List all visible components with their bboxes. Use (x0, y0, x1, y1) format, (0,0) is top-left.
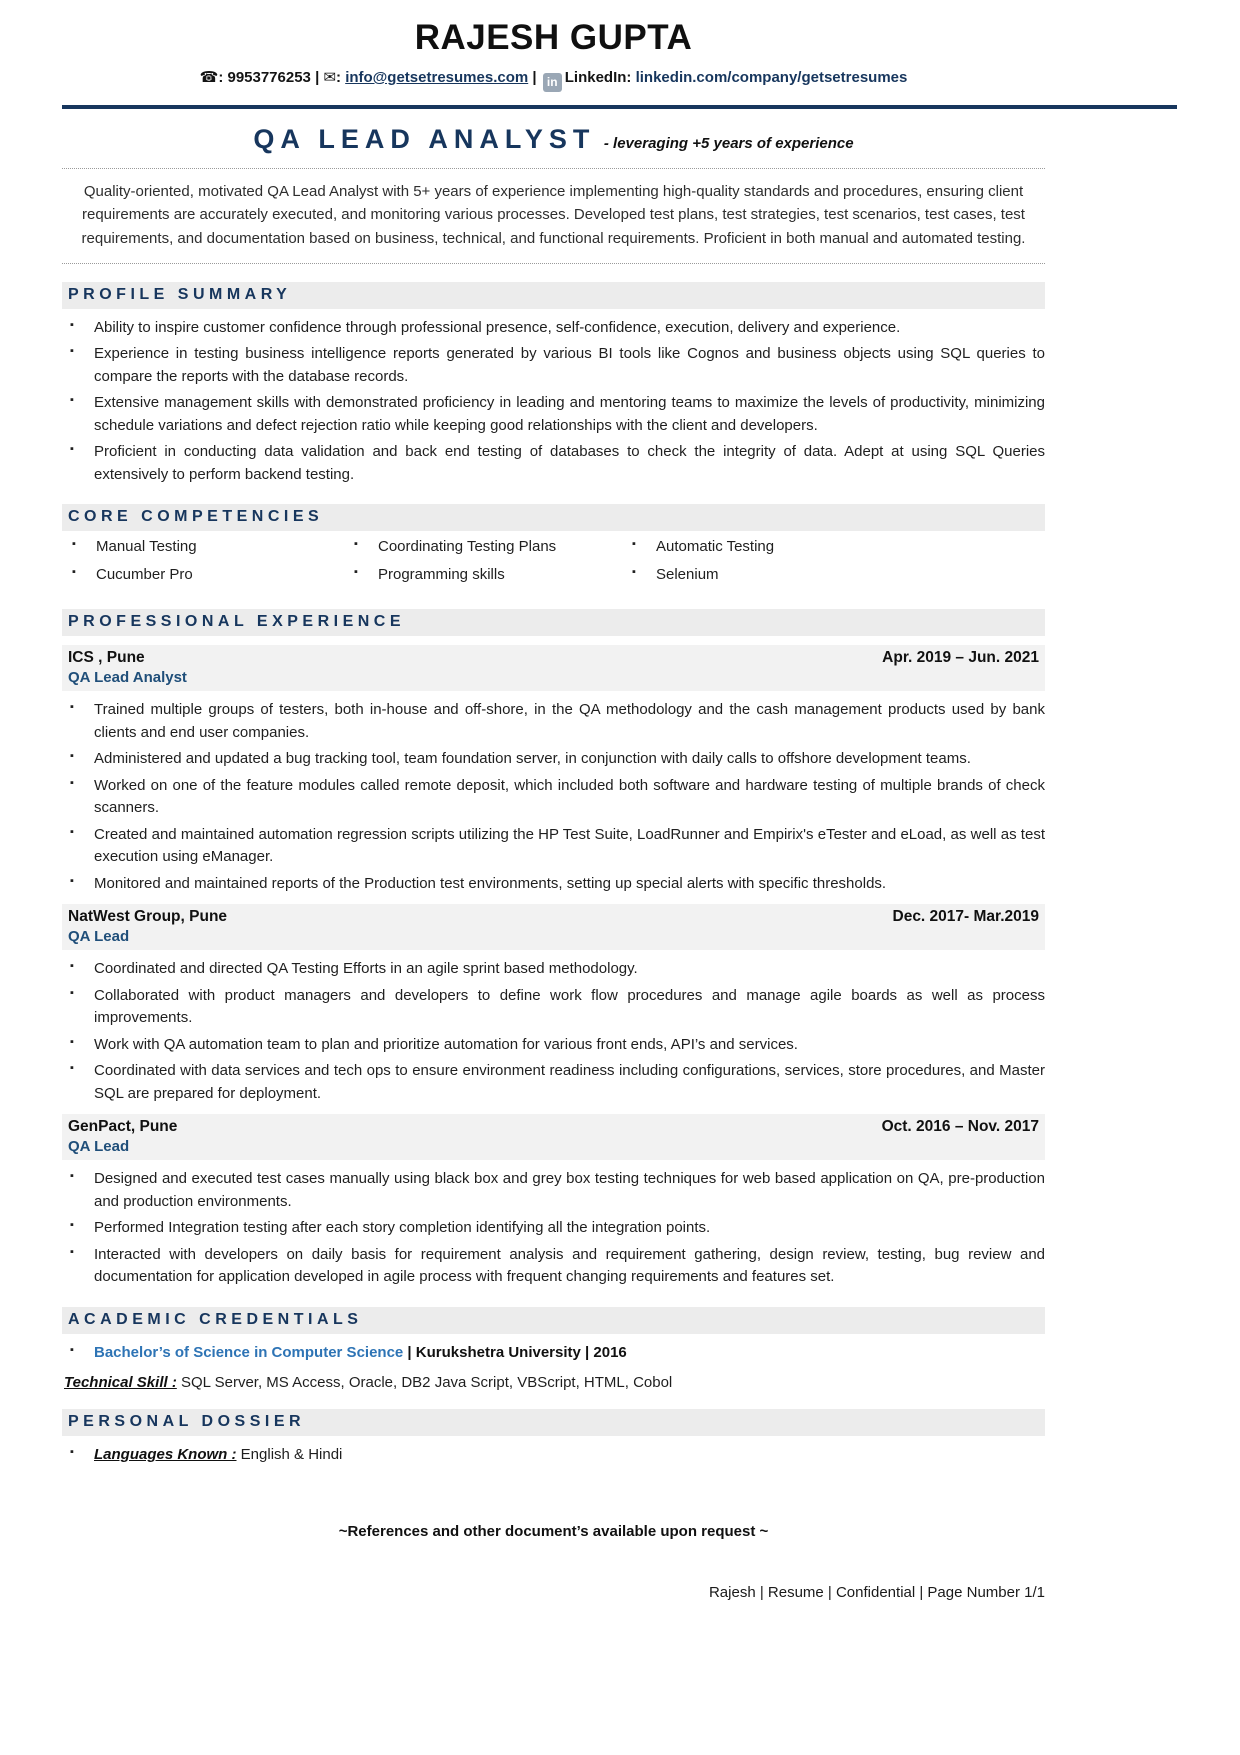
job-bullet: ▪ Worked on one of the feature modules called remote deposit, which included both software and hardware testing of multiple brands of check scanners. (62, 775, 1045, 820)
competency-item: ▪ Manual Testing (64, 536, 346, 559)
candidate-name: RAJESH GUPTA (414, 18, 693, 57)
references-note: ~References and other document’s available upon request ~ (338, 1522, 769, 1540)
profile-summary-list (62, 317, 1045, 487)
job-company: ICS , Pune (68, 649, 145, 667)
section-academic-credentials (62, 1307, 1045, 1392)
job-bullet: ▪ Created and maintained automation regression scripts utilizing the HP Test Suite, LoadRunner and Empirix's eTester and eLoad, as well as test execution using eManager. (62, 824, 1045, 869)
competency-item: ▪ Programming skills (346, 564, 624, 587)
job-role: QA Lead (62, 1137, 1045, 1160)
linkedin-link[interactable]: linkedin.com/company/getsetresumes (635, 69, 908, 86)
competency-item: ▪ Cucumber Pro (64, 564, 346, 587)
job-bullet-list (62, 1168, 1045, 1289)
job-bullet: ▪ Coordinated and directed QA Testing Efforts in an agile sprint based methodology. (62, 958, 1045, 981)
job-title: QA LEAD ANALYST (253, 124, 596, 154)
job-role: QA Lead (62, 927, 1045, 950)
technical-skill-values: SQL Server, MS Access, Oracle, DB2 Java Script, VBScript, HTML, Cobol (176, 1374, 673, 1392)
job-entry (62, 904, 1045, 1105)
core-competencies-heading: CORE COMPETENCIES (62, 504, 1045, 531)
section-profile-summary (62, 282, 1045, 487)
job-bullet: ▪ Performed Integration testing after each story completion identifying all the integration points. (62, 1217, 1045, 1240)
job-bullet: ▪ Trained multiple groups of testers, both in-house and off-shore, in the QA methodology and the cash management products used by bank clients and end user companies. (62, 699, 1045, 744)
profile-bullet: ▪ Proficient in conducting data validation and back end testing of databases to check the integrity of data. Adept at using SQL Queries extensively to perform backend testing. (62, 441, 1045, 486)
profile-bullet: ▪ Extensive management skills with demonstrated proficiency in leading and mentoring teams to maximize the levels of productivity, minimizing schedule variations and defect rejection ratio while keeping good relationships with the client and developers. (62, 392, 1045, 437)
job-dates: Dec. 2017- Mar.2019 (892, 908, 1039, 926)
job-bullet: ▪ Coordinated with data services and tech ops to ensure environment readiness including configurations, services, store procedures, and Master SQL are prepared for deployment. (62, 1060, 1045, 1105)
resume-header (62, 18, 1045, 92)
competencies-column (624, 536, 1045, 591)
job-entry (62, 645, 1045, 895)
profile-summary-heading: PROFILE SUMMARY (62, 282, 1045, 309)
job-bullet-list (62, 699, 1045, 895)
degree-name: Bachelor’s of Science in Computer Science (94, 1343, 404, 1361)
job-bullet: ▪ Administered and updated a bug tracking tool, team foundation server, in conjunction with daily calls to offshore development teams. (62, 748, 1045, 771)
competencies-column (64, 536, 346, 591)
document-title-row (62, 124, 1045, 155)
personal-list (62, 1444, 1045, 1467)
job-bullet: ▪ Collaborated with product managers and developers to define work flow procedures and manage agile boards as well as process improvements. (62, 985, 1045, 1030)
credential-item (62, 1342, 1045, 1365)
section-core-competencies (62, 504, 1045, 591)
job-header (62, 904, 1045, 927)
professional-experience-heading: PROFESSIONAL EXPERIENCE (62, 609, 1045, 636)
job-dates: Apr. 2019 – Jun. 2021 (882, 649, 1039, 667)
linkedin-icon: in (543, 73, 562, 92)
email-colon: : (336, 69, 346, 86)
degree-institution-year: | Kurukshetra University | 2016 (403, 1343, 627, 1361)
competencies-grid (62, 531, 1045, 591)
competencies-column (346, 536, 624, 591)
profile-bullet: ▪ Ability to inspire customer confidence through professional presence, self-confidence, execution, delivery and experience. (62, 317, 1045, 340)
competency-item: ▪ Automatic Testing (624, 536, 1045, 559)
job-bullet: ▪ Work with QA automation team to plan and prioritize automation for various front ends, API’s and services. (62, 1034, 1045, 1057)
title-tagline: - leveraging +5 years of experience (603, 135, 854, 152)
email-link[interactable]: info@getsetresumes.com (345, 69, 529, 86)
job-bullet: ▪ Interacted with developers on daily basis for requirement analysis and requirement gathering, design review, testing, bug review and documentation for application developed in agile process with frequent changing requirements and features set. (62, 1244, 1045, 1289)
resume-content (62, 18, 1045, 92)
header-divider (62, 105, 1177, 109)
resume-body (62, 124, 1045, 1601)
phone-icon: ☎ (199, 69, 219, 86)
job-header (62, 1114, 1045, 1137)
email-icon: ✉ (323, 69, 337, 86)
job-bullet: ▪ Designed and executed test cases manually using black box and grey box testing techniques for web based application on QA, pre-production and production environments. (62, 1168, 1045, 1213)
job-entry (62, 1114, 1045, 1289)
job-bullet: ▪ Monitored and maintained reports of the Production test environments, setting up special alerts with specific thresholds. (62, 873, 1045, 896)
job-bullet-list (62, 958, 1045, 1105)
contact-line (62, 68, 1045, 92)
phone-number: : 9953776253 | (218, 69, 324, 86)
job-role: QA Lead Analyst (62, 668, 1045, 691)
summary-paragraph: Quality-oriented, motivated QA Lead Analyst with 5+ years of experience implementing high-quality standards and procedures, ensuring client requirements are accurately executed, and monitoring various processes. Developed test plans, test strategies, test scenarios, test cases, test requirements, and documentation based on business, technical, and functional requirements. Proficient in both manual and automated testing. (62, 168, 1045, 264)
job-dates: Oct. 2016 – Nov. 2017 (881, 1118, 1039, 1136)
competency-item: ▪ Selenium (624, 564, 1045, 587)
page-footer: Rajesh | Resume | Confidential | Page Number 1/1 (708, 1583, 1045, 1601)
linkedin-label: LinkedIn: (564, 69, 636, 86)
job-company: GenPact, Pune (68, 1118, 178, 1136)
languages-item (62, 1444, 1045, 1467)
contact-separator: | (528, 69, 541, 86)
section-personal-dossier (62, 1409, 1045, 1467)
job-header (62, 645, 1045, 668)
technical-skill-label: Technical Skill : (64, 1374, 177, 1392)
job-company: NatWest Group, Pune (68, 908, 228, 926)
academic-credentials-heading: ACADEMIC CREDENTIALS (62, 1307, 1045, 1334)
personal-dossier-heading: PERSONAL DOSSIER (62, 1409, 1045, 1436)
profile-bullet: ▪ Experience in testing business intelligence reports generated by various BI tools like Cognos and business objects using SQL queries to compare the reports with the database records. (62, 343, 1045, 388)
languages-label: Languages Known : (94, 1446, 237, 1464)
languages-values: English & Hindi (236, 1446, 343, 1464)
competency-item: ▪ Coordinating Testing Plans (346, 536, 624, 559)
credentials-list (62, 1342, 1045, 1365)
section-professional-experience (62, 609, 1045, 1289)
technical-skills-line (64, 1374, 1045, 1391)
